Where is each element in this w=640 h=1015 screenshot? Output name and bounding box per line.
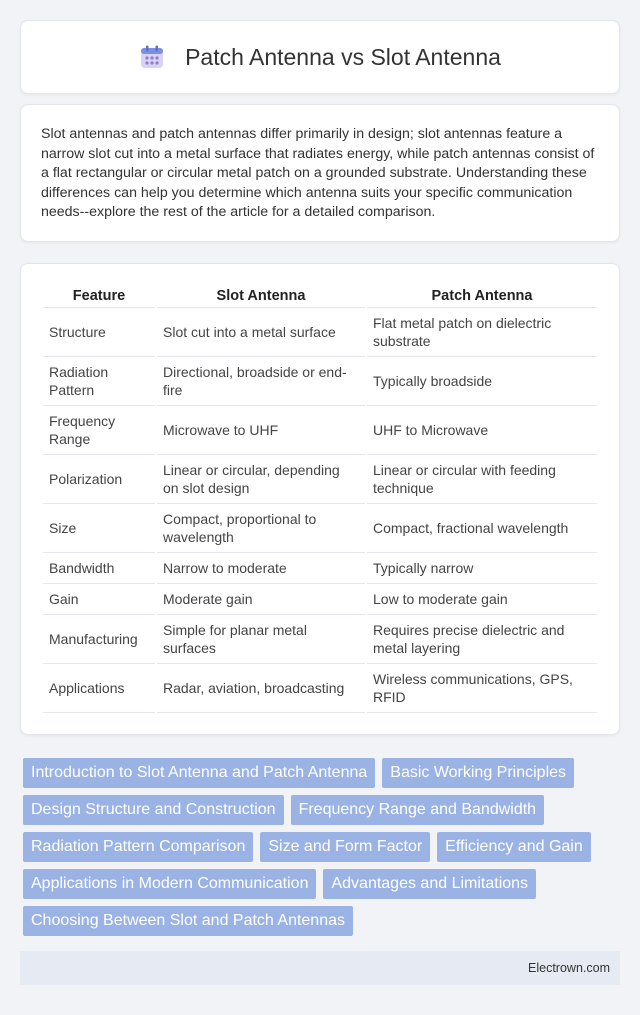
table-row [43, 615, 597, 664]
comparison-table [41, 282, 599, 713]
topic-tag-link[interactable]: Basic Working Principles [382, 758, 574, 788]
table-row [43, 584, 597, 615]
cell-patch: Low to moderate gain [367, 584, 597, 615]
topic-tag-link[interactable]: Applications in Modern Communication [23, 869, 316, 899]
cell-feature: Size [43, 504, 155, 553]
footer [20, 951, 620, 985]
calendar-icon [139, 44, 165, 70]
page-title: Patch Antenna vs Slot Antenna [185, 43, 501, 70]
column-header-slot: Slot Antenna [157, 282, 365, 308]
cell-slot: Microwave to UHF [157, 406, 365, 455]
topic-tag-link[interactable]: Efficiency and Gain [437, 832, 591, 862]
topic-tag-link[interactable]: Radiation Pattern Comparison [23, 832, 253, 862]
column-header-patch: Patch Antenna [367, 282, 597, 308]
cell-patch: Requires precise dielectric and metal layering [367, 615, 597, 664]
cell-feature: Gain [43, 584, 155, 615]
table-row [43, 308, 597, 357]
cell-feature: Manufacturing [43, 615, 155, 664]
title-card [20, 20, 620, 94]
cell-feature: Applications [43, 664, 155, 713]
intro-paragraph: Slot antennas and patch antennas differ primarily in design; slot antennas feature a narrow slot cut into a metal surface that radiates energy, while patch antennas consist of a flat rectangular or circular metal patch on a grounded substrate. Understanding these differences can help you determine which antenna suits your specific communication needs--explore the rest of the article for a detailed comparison. [41, 126, 595, 220]
cell-patch: Linear or circular with feeding technique [367, 455, 597, 504]
cell-patch: Flat metal patch on dielectric substrate [367, 308, 597, 357]
cell-patch: Typically broadside [367, 357, 597, 406]
table-header-row [43, 282, 597, 308]
topic-tag-link[interactable]: Size and Form Factor [260, 832, 430, 862]
column-header-feature: Feature [43, 282, 155, 308]
topic-tag-link[interactable]: Choosing Between Slot and Patch Antennas [23, 906, 353, 936]
topic-tag-link[interactable]: Introduction to Slot Antenna and Patch Antenna [23, 758, 375, 788]
table-row [43, 664, 597, 713]
table-row [43, 455, 597, 504]
table-row [43, 553, 597, 584]
topic-tag-link[interactable]: Advantages and Limitations [323, 869, 536, 899]
cell-patch: UHF to Microwave [367, 406, 597, 455]
cell-slot: Radar, aviation, broadcasting [157, 664, 365, 713]
cell-feature: Polarization [43, 455, 155, 504]
cell-patch: Wireless communications, GPS, RFID [367, 664, 597, 713]
topic-tags [23, 758, 603, 943]
topic-tag-link[interactable]: Design Structure and Construction [23, 795, 284, 825]
table-row [43, 406, 597, 455]
table-row [43, 357, 597, 406]
cell-patch: Typically narrow [367, 553, 597, 584]
cell-slot: Linear or circular, depending on slot design [157, 455, 365, 504]
cell-slot: Simple for planar metal surfaces [157, 615, 365, 664]
cell-patch: Compact, fractional wavelength [367, 504, 597, 553]
cell-feature: Frequency Range [43, 406, 155, 455]
topic-tag-link[interactable]: Frequency Range and Bandwidth [291, 795, 545, 825]
comparison-table-card [20, 263, 620, 735]
cell-slot: Moderate gain [157, 584, 365, 615]
cell-slot: Slot cut into a metal surface [157, 308, 365, 357]
cell-slot: Compact, proportional to wavelength [157, 504, 365, 553]
cell-feature: Structure [43, 308, 155, 357]
footer-site: Electrown.com [528, 961, 610, 975]
cell-slot: Directional, broadside or end-fire [157, 357, 365, 406]
cell-feature: Bandwidth [43, 553, 155, 584]
table-row [43, 504, 597, 553]
intro-card [20, 104, 620, 242]
cell-feature: Radiation Pattern [43, 357, 155, 406]
cell-slot: Narrow to moderate [157, 553, 365, 584]
